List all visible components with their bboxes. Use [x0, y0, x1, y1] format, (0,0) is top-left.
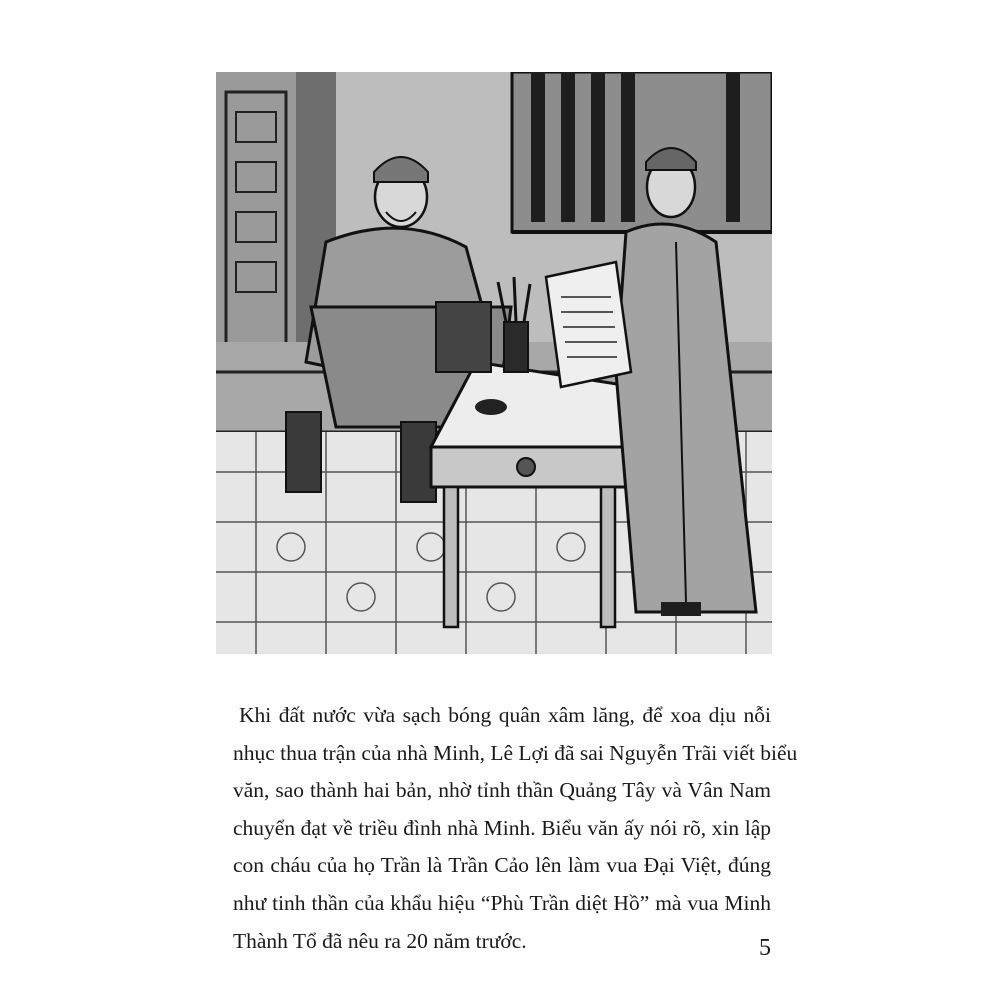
paragraph-line: Khi đất nước vừa sạch bóng quân xâm lăng, để xoa dịu nỗi: [239, 703, 771, 727]
paragraph-line: nhục thua trận của nhà Minh, Lê Lợi đã sai Nguyễn Trãi viết biểu: [233, 740, 798, 765]
illustration-drawing: [216, 72, 772, 654]
paragraph-line: văn, sao thành hai bản, nhờ tỉnh thần Quảng Tây và Vân Nam: [233, 778, 771, 803]
paragraph-line: con cháu của họ Trần là Trần Cảo lên làm vua Đại Việt, đúng: [233, 853, 771, 878]
window-lattice: [512, 72, 772, 232]
paragraph-line: chuyển đạt về triều đình nhà Minh. Biểu văn ấy nói rõ, xin lập: [233, 815, 771, 840]
paragraph-line: như tinh thần của khẩu hiệu “Phù Trần diệt Hồ” mà vua Minh: [233, 890, 771, 915]
paragraph-line: Thành Tổ đã nêu ra 20 năm trước.: [233, 928, 527, 953]
body-paragraph: [233, 697, 798, 960]
page-number: 5: [759, 935, 771, 961]
illustration: [216, 72, 772, 654]
